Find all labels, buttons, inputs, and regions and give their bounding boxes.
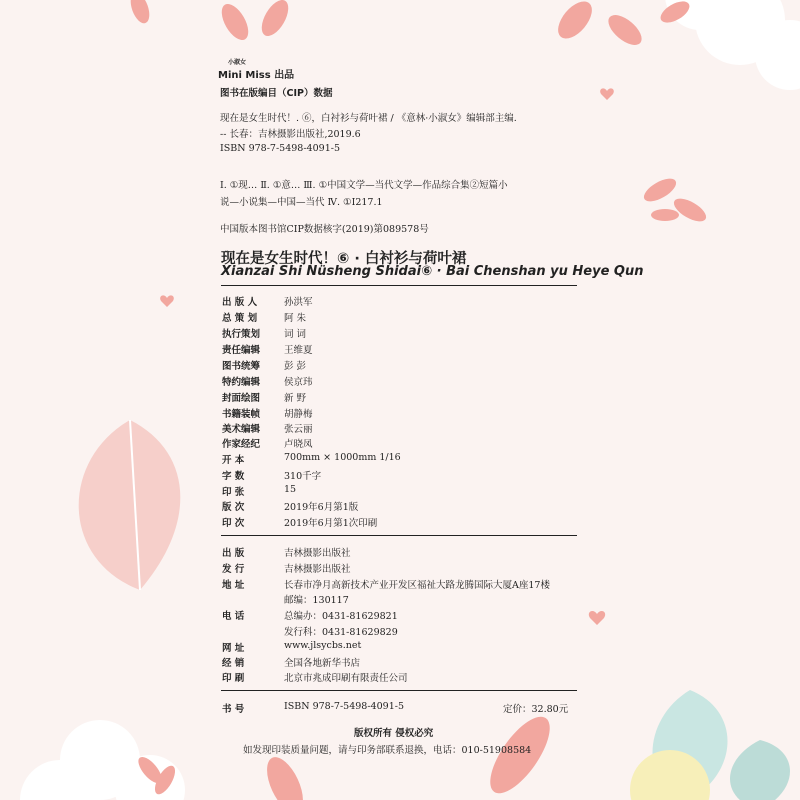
credit-row (222, 342, 313, 356)
cip-heading: 图书在版编目（CIP）数据 (220, 88, 333, 99)
credit-value: 张云丽 (284, 424, 313, 435)
spec-row (222, 452, 401, 466)
cip-line: 中国版本图书馆CIP数据核字(2019)第089578号 (220, 224, 429, 235)
credit-label: 图书统筹 (222, 361, 261, 372)
spec-label: 印 次 (222, 518, 245, 529)
credit-row (222, 358, 306, 372)
price-label: 定价： (503, 704, 532, 715)
cip-line: 说—小说集—中国—当代 Ⅳ. ①I217.1 (220, 197, 383, 208)
publisher-row (222, 655, 360, 669)
rights-notice: 版权所有 侵权必究 (354, 728, 434, 739)
credit-label: 执行策划 (222, 329, 261, 340)
publisher-row (222, 592, 349, 606)
publisher-label: 印 刷 (222, 673, 245, 684)
spec-label: 字 数 (222, 471, 245, 482)
publisher-row (222, 624, 398, 638)
publisher-value: 总编办：0431-81629821 (284, 611, 398, 622)
publisher-value: 邮编：130117 (284, 595, 349, 606)
spec-value: 2019年6月第1次印刷 (284, 518, 378, 529)
brand-logo-top: 小淑女 (228, 59, 247, 66)
publisher-value: 吉林摄影出版社 (284, 564, 351, 575)
price (503, 701, 568, 715)
cip-line: ISBN 978-7-5498-4091-5 (220, 143, 340, 154)
credit-value: 王维夏 (284, 345, 313, 356)
publisher-row (222, 545, 351, 559)
brand-logo-suffix: 出品 (274, 70, 295, 81)
publisher-row (222, 577, 550, 591)
credit-value: 胡静梅 (284, 409, 313, 420)
credit-label: 美术编辑 (222, 424, 261, 435)
brand-logo-name: Mini Miss (218, 70, 271, 81)
publisher-label: 出 版 (222, 548, 245, 559)
credit-label: 责任编辑 (222, 345, 261, 356)
publisher-row (222, 640, 361, 654)
publisher-row (222, 608, 398, 622)
credit-row (222, 310, 306, 324)
divider (221, 690, 577, 691)
price-value: 32.80元 (531, 704, 569, 715)
publisher-value: www.jlsycbs.net (284, 640, 362, 651)
credit-label: 书籍装帧 (222, 409, 261, 420)
credit-label: 封面绘图 (222, 393, 261, 404)
isbn-value: ISBN 978-7-5498-4091-5 (284, 701, 404, 712)
spec-value: 700mm × 1000mm 1/16 (284, 452, 401, 463)
credit-label: 作家经纪 (222, 439, 261, 450)
book-title-pinyin: Xianzai Shi Nüsheng Shidai⑥ · Bai Chenshan yu Heye Qun (221, 264, 644, 279)
credit-value: 彭 彭 (284, 361, 307, 372)
credit-label: 出 版 人 (222, 297, 258, 308)
credit-value: 新 野 (284, 393, 307, 404)
publisher-value: 吉林摄影出版社 (284, 548, 351, 559)
publisher-value: 北京市兆成印刷有限责任公司 (284, 673, 408, 684)
spec-value: 310千字 (284, 471, 322, 482)
spec-value: 2019年6月第1版 (284, 502, 359, 513)
publisher-label: 经 销 (222, 658, 245, 669)
spec-label: 开 本 (222, 455, 245, 466)
credit-row (222, 390, 306, 404)
publisher-label: 地 址 (222, 580, 245, 591)
brand-logo (218, 59, 294, 81)
credit-label: 总 策 划 (222, 313, 258, 324)
publisher-label (222, 624, 284, 638)
publisher-label: 电 话 (222, 611, 245, 622)
publisher-row (222, 561, 351, 575)
publisher-value: 发行科：0431-81629829 (284, 627, 398, 638)
credit-value: 侯京玮 (284, 377, 313, 388)
credit-row (222, 374, 313, 388)
credit-row (222, 326, 306, 340)
quality-notice: 如发现印装质量问题，请与印务部联系退换，电话：010-51908584 (243, 745, 532, 756)
cip-line: 现在是女生时代！. ⑥，白衬衫与荷叶裙 / 《意林·小淑女》编辑部主编. (220, 113, 517, 124)
publisher-row (222, 670, 408, 684)
credit-value: 卢晓凤 (284, 439, 313, 450)
publisher-label: 发 行 (222, 564, 245, 575)
credit-row (222, 406, 313, 420)
isbn-label: 书 号 (222, 704, 245, 715)
spec-row (222, 468, 321, 482)
publisher-label: 网 址 (222, 643, 245, 654)
credit-value: 词 词 (284, 329, 307, 340)
cip-line: Ⅰ. ①现… Ⅱ. ①意… Ⅲ. ①中国文学—当代文学—作品综合集②短篇小 (220, 180, 508, 191)
credit-row (222, 294, 313, 308)
credit-row (222, 421, 313, 435)
book-title: 现在是女生时代！⑥ · 白衬衫与荷叶裙 (221, 251, 467, 267)
spec-label: 版 次 (222, 502, 245, 513)
publisher-value: 全国各地新华书店 (284, 658, 361, 669)
spec-label: 印 张 (222, 487, 245, 498)
publisher-label (222, 592, 284, 606)
spec-row (222, 484, 296, 498)
divider (221, 285, 577, 286)
cip-line: -- 长春：吉林摄影出版社,2019.6 (220, 129, 361, 140)
divider (221, 535, 577, 536)
publisher-value: 长春市净月高新技术产业开发区福祉大路龙腾国际大厦A座17楼 (284, 580, 550, 591)
isbn-row (222, 701, 404, 715)
credit-value: 孙洪军 (284, 297, 313, 308)
spec-row (222, 499, 358, 513)
credit-row (222, 436, 313, 450)
credit-label: 特约编辑 (222, 377, 261, 388)
credit-value: 阿 朱 (284, 313, 307, 324)
spec-value: 15 (284, 484, 297, 495)
spec-row (222, 515, 377, 529)
